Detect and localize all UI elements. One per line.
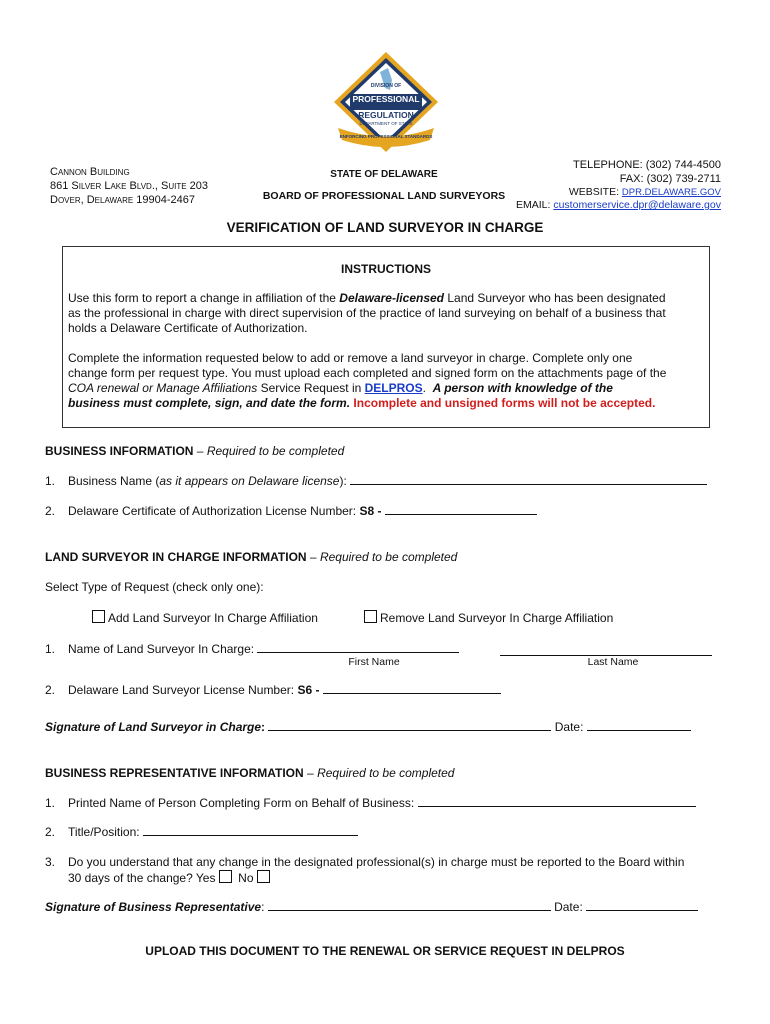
- telephone: TELEPHONE: (302) 744-4500: [573, 159, 721, 171]
- business-required-text: Required to be completed: [206, 444, 345, 458]
- representative-info-heading: [45, 766, 454, 780]
- representative-required-text: Required to be completed: [317, 766, 455, 780]
- business-name-field[interactable]: [350, 474, 707, 485]
- instructions-heading: INSTRUCTIONS: [341, 262, 431, 276]
- remove-affiliation-label: Remove Land Surveyor In Charge Affiliation: [380, 611, 614, 625]
- item-number: 1.: [45, 474, 56, 488]
- understand-question-line1: [45, 855, 684, 869]
- first-name-caption: First Name: [348, 656, 400, 668]
- business-name-row: [45, 474, 707, 488]
- form-title: VERIFICATION OF LAND SURVEYOR IN CHARGE: [226, 220, 544, 235]
- surveyor-date-label: Date:: [554, 720, 584, 734]
- printed-name-label: Printed Name of Person Completing Form on Behalf of Business:: [68, 796, 415, 810]
- add-affiliation-option[interactable]: [92, 610, 318, 625]
- upload-footer-text: UPLOAD THIS DOCUMENT TO THE RENEWAL OR SERVICE REQUEST IN DELPROS: [145, 944, 625, 958]
- representative-signature-label: Signature of Business Representative: [45, 900, 262, 914]
- state-heading: STATE OF DELAWARE: [330, 169, 438, 180]
- business-name-label-b: as it appears on Delaware license: [159, 474, 340, 488]
- logo-title-line2: REGULATION: [358, 110, 414, 120]
- title-position-field[interactable]: [143, 825, 358, 836]
- manage-affiliations-text: Manage Affiliations: [156, 381, 258, 395]
- fax: FAX: (302) 739-2711: [619, 173, 721, 185]
- select-request-label: Select Type of Request (check only one):: [45, 580, 264, 594]
- coa-license-row: [45, 504, 537, 518]
- ls-license-prefix: S6 -: [297, 683, 320, 697]
- first-name-field[interactable]: [257, 642, 459, 653]
- or-text: or: [142, 381, 153, 395]
- instructions-p2-line3: [68, 381, 613, 395]
- last-name-field[interactable]: [500, 645, 712, 656]
- business-info-heading: [45, 444, 344, 458]
- representative-heading-text: BUSINESS REPRESENTATIVE INFORMATION: [45, 766, 304, 780]
- email-label: EMAIL:: [515, 199, 551, 211]
- website: [569, 186, 721, 198]
- logo-ribbon-text: ENFORCING PROFESSIONAL STANDARDS: [339, 134, 433, 139]
- board-heading: BOARD OF PROFESSIONAL LAND SURVEYORS: [262, 190, 506, 202]
- last-name-caption: Last Name: [587, 656, 639, 668]
- item-number: 1.: [45, 642, 56, 656]
- understand-question-line2: [68, 870, 273, 885]
- coa-license-field[interactable]: [385, 504, 537, 515]
- understand-question-text-2: 30 days of the change?: [68, 871, 193, 885]
- surveyor-date-field[interactable]: [587, 720, 691, 731]
- understand-question-text: Do you understand that any change in the designated professional(s) in charge must be reported to the Board within: [68, 855, 685, 869]
- delpros-link[interactable]: DELPROS: [364, 381, 423, 395]
- title-position-row: [45, 825, 358, 839]
- yes-checkbox[interactable]: [219, 870, 232, 883]
- surveyor-signature-label: Signature of Land Surveyor in Charge: [45, 720, 262, 734]
- representative-dash: –: [307, 766, 314, 780]
- surveyor-heading-text: LAND SURVEYOR IN CHARGE INFORMATION: [45, 550, 307, 564]
- item-number: 2.: [45, 504, 56, 518]
- instructions-p1-line3: holds a Delaware Certificate of Authorization.: [68, 321, 308, 335]
- business-must-complete-text: business must complete, sign, and date the form.: [68, 396, 351, 410]
- period-text: .: [422, 381, 426, 395]
- business-heading-text: BUSINESS INFORMATION: [45, 444, 194, 458]
- instructions-p2-line1: Complete the information requested below to add or remove a land surveyor in charge. Complete only one: [68, 351, 633, 365]
- remove-affiliation-option[interactable]: [364, 610, 613, 625]
- service-request-text: Service Request in: [260, 381, 362, 395]
- email: [516, 199, 721, 211]
- coa-renewal-text: COA renewal: [68, 381, 139, 395]
- item-number: 2.: [45, 825, 56, 839]
- yes-label: Yes: [195, 871, 216, 885]
- title-position-label: Title/Position:: [68, 825, 140, 839]
- surveyor-dash: –: [309, 550, 317, 564]
- logo-department-text: DEPARTMENT OF STATE: [359, 121, 413, 126]
- website-link[interactable]: DPR.DELAWARE.GOV: [621, 187, 721, 198]
- address-line-2: 861 Silver Lake Blvd., Suite 203: [50, 180, 208, 192]
- coa-license-label: Delaware Certificate of Authorization License Number:: [68, 504, 357, 518]
- logo-title-line1: PROFESSIONAL: [352, 94, 420, 104]
- surveyor-info-heading: [45, 550, 457, 564]
- p1-text-c: Land Surveyor who has been designated: [447, 291, 666, 305]
- surveyor-name-label: Name of Land Surveyor In Charge:: [68, 642, 255, 656]
- email-link[interactable]: customerservice.dpr@delaware.gov: [553, 199, 721, 211]
- surveyor-name-row: [45, 642, 459, 656]
- remove-affiliation-checkbox[interactable]: [364, 610, 377, 623]
- surveyor-signature-field[interactable]: [268, 720, 551, 731]
- no-label: No: [238, 871, 254, 885]
- p1-delaware-licensed: Delaware-licensed: [339, 291, 444, 305]
- p1-text-a: Use this form to report a change in affiliation of the: [68, 291, 336, 305]
- printed-name-row: [45, 796, 696, 810]
- surveyor-required-text: Required to be completed: [319, 550, 458, 564]
- dpr-logo: [328, 50, 444, 160]
- representative-date-label: Date:: [554, 900, 583, 914]
- business-dash: –: [196, 444, 204, 458]
- address-line-3: Dover, Delaware 19904-2467: [50, 194, 195, 206]
- no-checkbox[interactable]: [257, 870, 270, 883]
- website-label: WEBSITE:: [568, 186, 619, 198]
- printed-name-field[interactable]: [418, 796, 696, 807]
- instructions-p2-line2: change form per request type. You must upload each completed and signed form on the attachments page of the: [68, 366, 667, 380]
- item-number: 2.: [45, 683, 56, 697]
- incomplete-warning-text: Incomplete and unsigned forms will not be accepted.: [353, 396, 656, 410]
- representative-date-field[interactable]: [586, 900, 698, 911]
- ls-license-label: Delaware Land Surveyor License Number:: [68, 683, 295, 697]
- item-number: 3.: [45, 855, 56, 869]
- person-knowledge-text: A person with knowledge of the: [432, 381, 613, 395]
- instructions-p1-line1: [68, 291, 666, 305]
- instructions-p1-line2: as the professional in charge with direct supervision of the practice of land surveying on behalf of a business that: [68, 306, 666, 320]
- add-affiliation-label: Add Land Surveyor In Charge Affiliation: [108, 611, 318, 625]
- coa-license-prefix: S8 -: [359, 504, 382, 518]
- dpr-seal-graphic: [328, 50, 444, 160]
- logo-division-text: DIVISION OF: [370, 83, 402, 89]
- instructions-p2-line4: [68, 396, 655, 410]
- representative-signature-field[interactable]: [268, 900, 551, 911]
- representative-signature-row: Signature of Business Representative: Date:: [45, 900, 698, 914]
- ls-license-field[interactable]: [323, 683, 501, 694]
- add-affiliation-checkbox[interactable]: [92, 610, 105, 623]
- address-line-1: Cannon Building: [50, 166, 130, 178]
- business-name-label-c: ):: [339, 474, 347, 488]
- surveyor-signature-row: Signature of Land Surveyor in Charge: Date:: [45, 720, 691, 734]
- ls-license-row: [45, 683, 501, 697]
- business-name-label-a: Business Name (: [68, 474, 160, 488]
- item-number: 1.: [45, 796, 56, 810]
